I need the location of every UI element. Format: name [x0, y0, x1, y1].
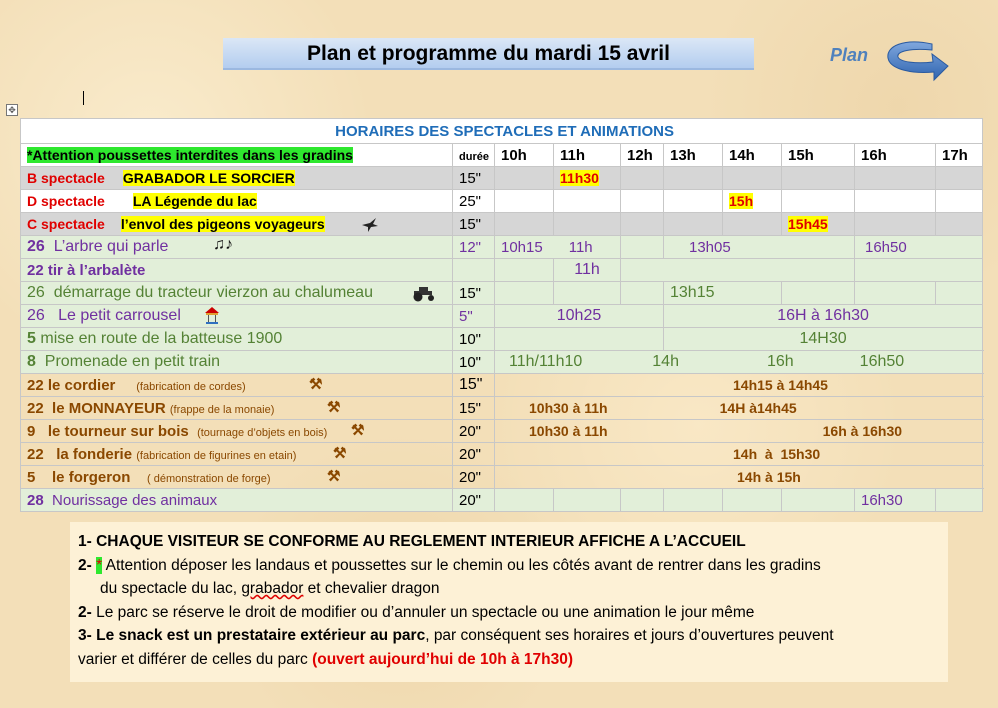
- activity-name: L’arbre qui parle: [53, 238, 169, 255]
- table-row: B spectacle GRABADOR LE SORCIER 15" 11h30: [21, 167, 983, 190]
- hour-10h: 10h: [495, 144, 554, 167]
- activity-name: le tourneur sur bois: [47, 422, 189, 440]
- hour-14h: 14h: [723, 144, 782, 167]
- music-notes-icon: ♫♪: [213, 236, 233, 253]
- artisan-icon: ⚒: [333, 445, 347, 462]
- activity-name: le MONNAYEUR: [52, 399, 166, 417]
- activity-name: la fonderie: [56, 445, 133, 463]
- rule-2: 2- * Attention déposer les landaus et poussettes sur le chemin ou les côtés avant de rentrer dans les gradins: [78, 556, 821, 574]
- show-name: LA Légende du lac: [132, 192, 257, 209]
- rule-3: 2- Le parc se réserve le droit de modifier ou d’annuler un spectacle ou une animation le jour même: [78, 603, 755, 621]
- rule-4-continued: varier et différer de celles du parc (ouvert aujourd’hui de 10h à 17h30): [78, 650, 574, 668]
- text-cursor: [83, 91, 84, 105]
- hour-16h: 16h: [855, 144, 936, 167]
- duration-header: durée: [453, 144, 495, 167]
- show-name: l’envol des pigeons voyageurs: [120, 215, 325, 232]
- hour-13h: 13h: [664, 144, 723, 167]
- carousel-icon: [205, 307, 219, 325]
- show-time: 15h: [729, 192, 754, 209]
- rule-2-continued: du spectacle du lac, grabador et chevalier dragon: [100, 580, 440, 597]
- table-row: D spectacle LA Légende du lac 25" 15h: [21, 190, 983, 213]
- schedule-table: [20, 118, 983, 512]
- show-time: 11h30: [560, 169, 599, 186]
- table-row: 5 mise en route de la batteuse 1900 10" 14H30: [21, 328, 983, 351]
- hour-15h: 15h: [782, 144, 855, 167]
- activity-name: Promenade en petit train: [44, 353, 221, 370]
- warning-text: *Attention poussettes interdites dans les gradins: [27, 146, 353, 163]
- table-row: 5 le forgeron ( démonstration de forge) ⚒ 20" 14h à 15h: [21, 466, 983, 489]
- hour-17h: 17h: [936, 144, 983, 167]
- table-row: 26 Le petit carrousel 5" 10h25 16H à 16h30: [21, 305, 983, 328]
- table-row: 22 la fonderie (fabrication de figurines en etain) ⚒ 20" 14h à 15h30: [21, 443, 983, 466]
- table-row: 26 démarrage du tracteur vierzon au chalumeau 15" 13h15: [21, 282, 983, 305]
- activity-name: le cordier: [47, 376, 116, 394]
- table-row: 9 le tourneur sur bois (tournage d’objets en bois) ⚒ 20" 10h30 à 11h 16h à 16h30: [21, 420, 983, 443]
- table-row: 22 le MONNAYEUR (frappe de la monaie) ⚒ 15" 10h30 à 11h 14H à14h45: [21, 397, 983, 420]
- table-row: C spectacle l’envol des pigeons voyageurs 15" 15h45: [21, 213, 983, 236]
- table-row: 22 le cordier (fabrication de cordes) ⚒ 15" 14h15 à 14h45: [21, 374, 983, 397]
- move-handle-icon[interactable]: ✥: [6, 104, 18, 116]
- artisan-icon: ⚒: [327, 399, 341, 416]
- table-title: HORAIRES DES SPECTACLES ET ANIMATIONS: [21, 119, 983, 144]
- show-time: 15h45: [788, 215, 828, 232]
- pigeon-icon: [361, 217, 379, 233]
- activity-name: Nourissage des animaux: [52, 491, 218, 509]
- table-row: 22 tir à l’arbalète 11h: [21, 259, 983, 282]
- artisan-icon: ⚒: [327, 468, 341, 485]
- table-row: 8 Promenade en petit train 10" 11h/11h10 14h 16h 16h50: [21, 351, 983, 374]
- show-name: GRABADOR LE SORCIER: [122, 169, 295, 186]
- hour-12h: 12h: [621, 144, 664, 167]
- table-row: 28 Nourissage des animaux 20" 16h30: [21, 489, 983, 512]
- tractor-icon: [411, 284, 437, 302]
- page-title: Plan et programme du mardi 15 avril: [223, 38, 754, 70]
- artisan-icon: ⚒: [309, 376, 323, 393]
- hour-11h: 11h: [554, 144, 621, 167]
- rules-box: [70, 522, 948, 682]
- plan-link[interactable]: Plan: [830, 45, 869, 65]
- artisan-icon: ⚒: [351, 422, 365, 439]
- table-row: 26 L’arbre qui parle ♫♪ 12" 10h15 11h 13h05 16h50: [21, 236, 983, 259]
- activity-name: mise en route de la batteuse 1900: [40, 330, 283, 347]
- curved-arrow-icon[interactable]: [884, 38, 950, 84]
- activity-name: Le petit carrousel: [58, 307, 181, 324]
- activity-name: démarrage du tracteur vierzon au chalumeau: [53, 284, 373, 301]
- warning-cell: [21, 144, 453, 167]
- rule-4: 3- Le snack est un prestataire extérieur au parc, par conséquent ses horaires et jours d’ouvertures peuvent: [78, 627, 834, 644]
- rule-1: 1- CHAQUE VISITEUR SE CONFORME AU REGLEMENT INTERIEUR AFFICHE A L’ACCUEIL: [78, 533, 746, 550]
- activity-name: tir à l’arbalète: [47, 261, 146, 279]
- activity-name: le forgeron: [52, 468, 131, 486]
